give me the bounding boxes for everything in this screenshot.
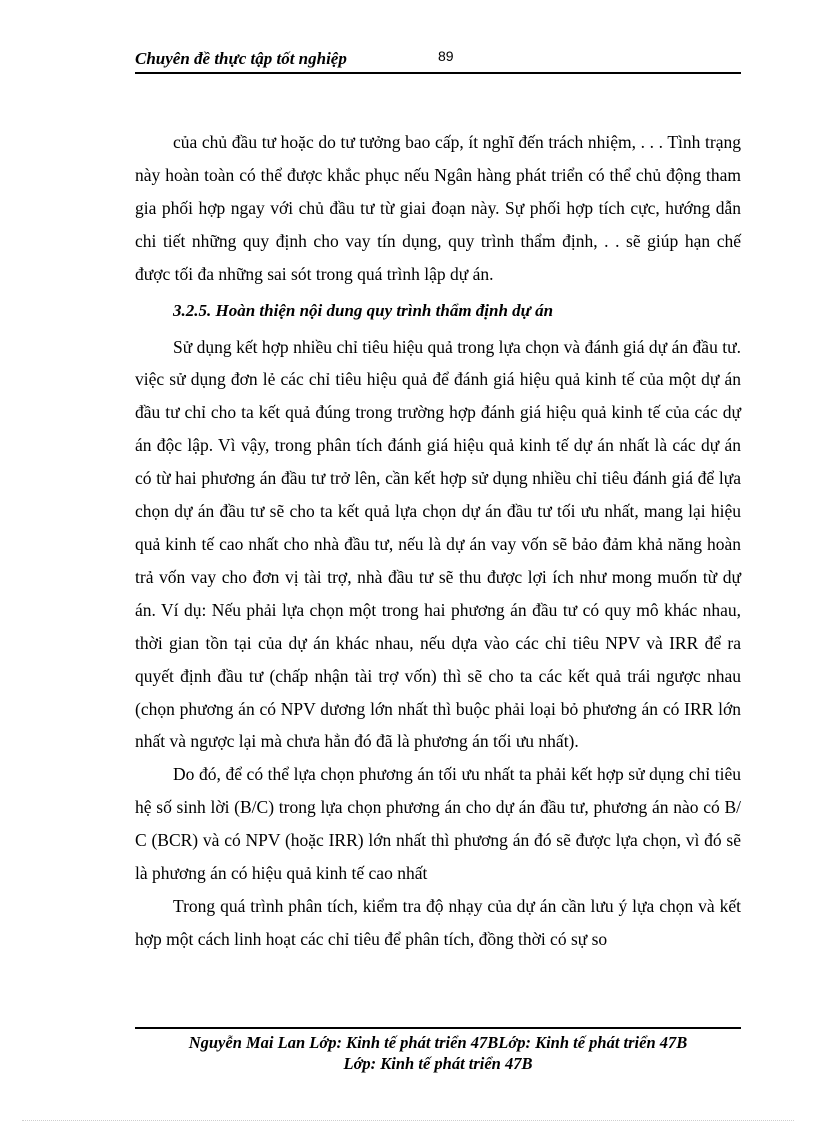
page-bottom-edge [22, 1120, 794, 1121]
page-header [135, 48, 741, 74]
paragraph-continuation: của chủ đầu tư hoặc do tư tưởng bao cấp, ít nghĩ đến trách nhiệm, . . . Tình trạng này hoàn toàn có thể được khắc phục nếu Ngân hàng phát triển có thể chủ động tham gia phối hợp ngay với chủ đầu tư từ giai đoạn này. Sự phối hợp tích cực, hướng dẫn chi tiết những quy định cho vay tín dụng, quy trình thẩm định, . . sẽ giúp hạn chế được tối đa những sai sót trong quá trình lập dự án. [135, 132, 741, 284]
header-title: Chuyên đề thực tập tốt nghiệp [135, 49, 347, 68]
section-heading: 3.2.5. Hoàn thiện nội dung quy trình thẩm định dự án [173, 300, 554, 320]
page-footer [135, 1027, 741, 1074]
footer-class-line: Lớp: Kinh tế phát triển 47B [343, 1054, 533, 1073]
page-number: 89 [438, 48, 454, 64]
footer-author-line: Nguyễn Mai Lan Lớp: Kinh tế phát triển 47BLớp: Kinh tế phát triển 47B [188, 1033, 688, 1052]
paragraph: Do đó, để có thể lựa chọn phương án tối ưu nhất ta phải kết hợp sử dụng chỉ tiêu hệ số sinh lời (B/C) trong lựa chọn phương án cho dự án đầu tư, phương án nào có B/ C (BCR) và có NPV (hoặc IRR) lớn nhất thì phương án đó sẽ được lựa chọn, vì đó sẽ là phương án có hiệu quả kinh tế cao nhất [135, 764, 741, 884]
paragraph: Sử dụng kết hợp nhiều chỉ tiêu hiệu quả trong lựa chọn và đánh giá dự án đầu tư. việc sử dụng đơn lẻ các chỉ tiêu hiệu quả để đánh giá hiệu quả kinh tế của một dự án đầu tư chỉ cho ta kết quả đúng trong trường hợp đánh giá hiệu quả kinh tế của các dự án độc lập. Vì vậy, trong phân tích đánh giá hiệu quả kinh tế dự án nhất là các dự án có từ hai phương án đầu tư trở lên, cần kết hợp sử dụng nhiều chỉ tiêu đánh giá để lựa chọn dự án đầu tư sẽ cho ta kết quả lựa chọn dự án đầu tư tối ưu nhất, mang lại hiệu quả kinh tế cao nhất cho nhà đầu tư, nếu là dự án vay vốn sẽ bảo đảm khả năng hoàn trả vốn vay cho đơn vị tài trợ, nhà đầu tư sẽ thu được lợi ích như mong muốn từ dự án. Ví dụ: Nếu phải lựa chọn một trong hai phương án đầu tư có quy mô khác nhau, thời gian tồn tại của dự án khác nhau, nếu dựa vào các chỉ tiêu NPV và IRR để ra quyết định đầu tư (chấp nhận tài trợ vốn) thì sẽ cho ta các kết quả trái ngược nhau (chọn phương án có NPV dương lớn nhất thì buộc phải loại bỏ phương án có IRR lớn nhất và ngược lại mà chưa hẳn đó đã là phương án tối ưu nhất). [135, 336, 741, 752]
paragraph: Trong quá trình phân tích, kiểm tra độ nhạy của dự án cần lưu ý lựa chọn và kết hợp một cách linh hoạt các chỉ tiêu để phân tích, đồng thời có sự so [135, 895, 741, 949]
document-body [135, 126, 741, 956]
